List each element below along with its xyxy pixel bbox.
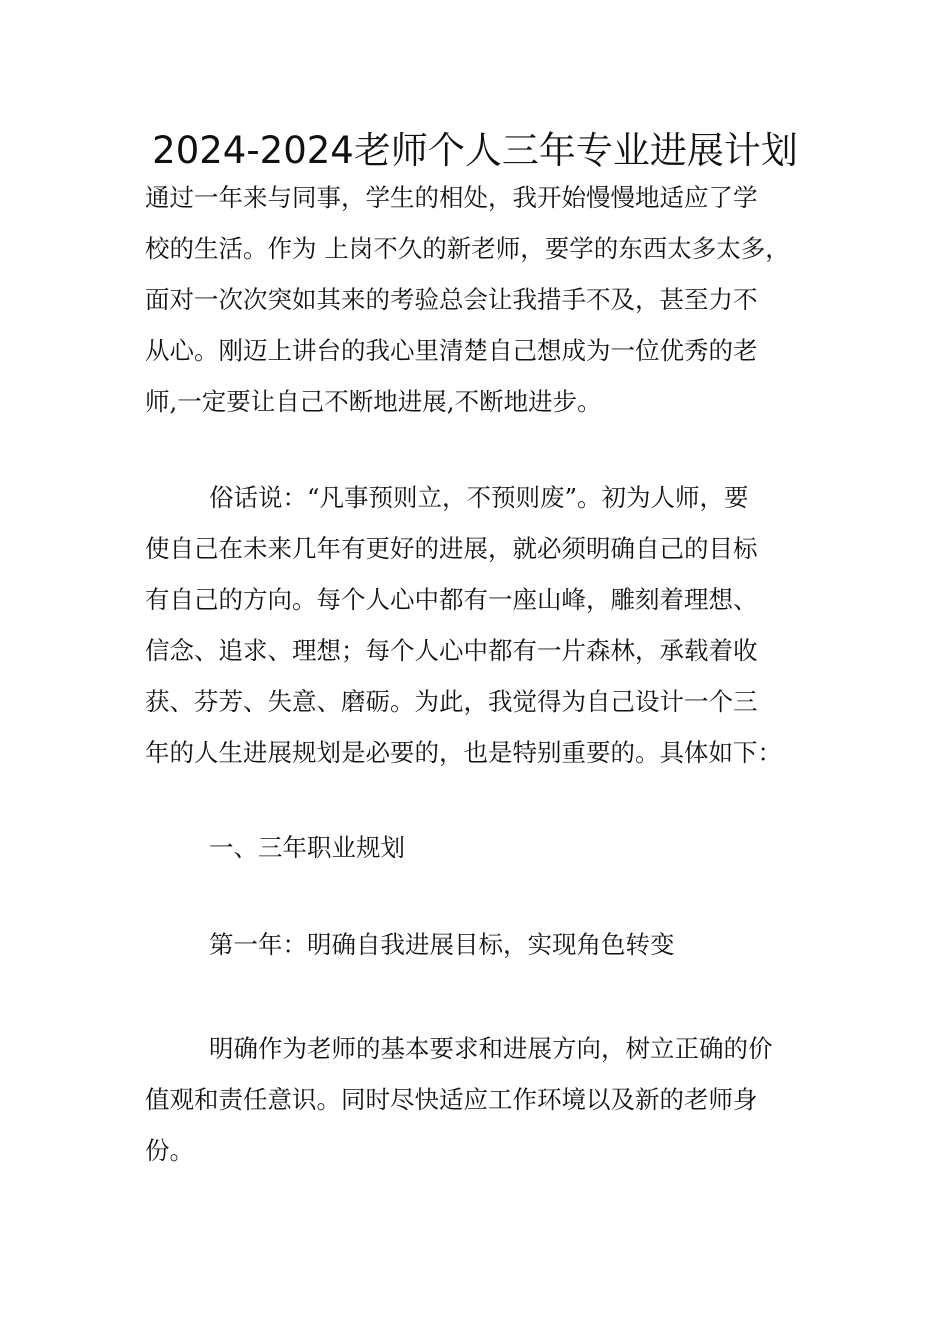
paragraph-line: 年的人生进展规划是必要的，也是特别重要的。具体如下：: [145, 738, 782, 767]
paragraph-line: 师,一定要让自己不断地进展,不断地进步。: [145, 387, 602, 416]
paragraph-first-year: [145, 1023, 815, 1176]
paragraph-line: 份。: [145, 1136, 194, 1165]
paragraph-line: 通过一年来与同事，学生的相处，我开始慢慢地适应了学: [145, 183, 758, 212]
paragraph-proverb: [145, 472, 815, 778]
paragraph-line: 有自己的方向。每个人心中都有一座山峰，雕刻着理想、: [145, 585, 758, 614]
subsection-heading-text: 第一年：明确自我进展目标，实现角色转变: [209, 930, 675, 959]
section-heading-text: 一、三年职业规划: [209, 833, 405, 862]
paragraph-line: 获、芬芳、失意、磨砺。为此，我觉得为自己设计一个三: [145, 687, 758, 716]
document-title: 2024-2024老师个人三年专业进展计划: [152, 129, 798, 172]
section-heading: [145, 822, 815, 873]
paragraph-line: 校的生活。作为 上岗不久的新老师，要学的东西太多太多，: [145, 234, 790, 263]
paragraph-line: 使自己在未来几年有更好的进展，就必须明确自己的目标: [145, 534, 758, 563]
paragraph-line: 从心。刚迈上讲台的我心里清楚自己想成为一位优秀的老: [145, 336, 758, 365]
subsection-heading: [145, 919, 815, 970]
paragraph-line: 信念、追求、理想；每个人心中都有一片森林，承载着收: [145, 636, 758, 665]
paragraph-line: 俗话说：“凡事预则立，不预则废”。初为人师，要: [209, 483, 749, 512]
paragraph-line: 面对一次次突如其来的考验总会让我措手不及，甚至力不: [145, 285, 758, 314]
paragraph-line: 明确作为老师的基本要求和进展方向，树立正确的价: [209, 1034, 773, 1063]
paragraph-line: 值观和责任意识。同时尽快适应工作环境以及新的老师身: [145, 1085, 758, 1114]
paragraph-intro: [145, 172, 815, 427]
